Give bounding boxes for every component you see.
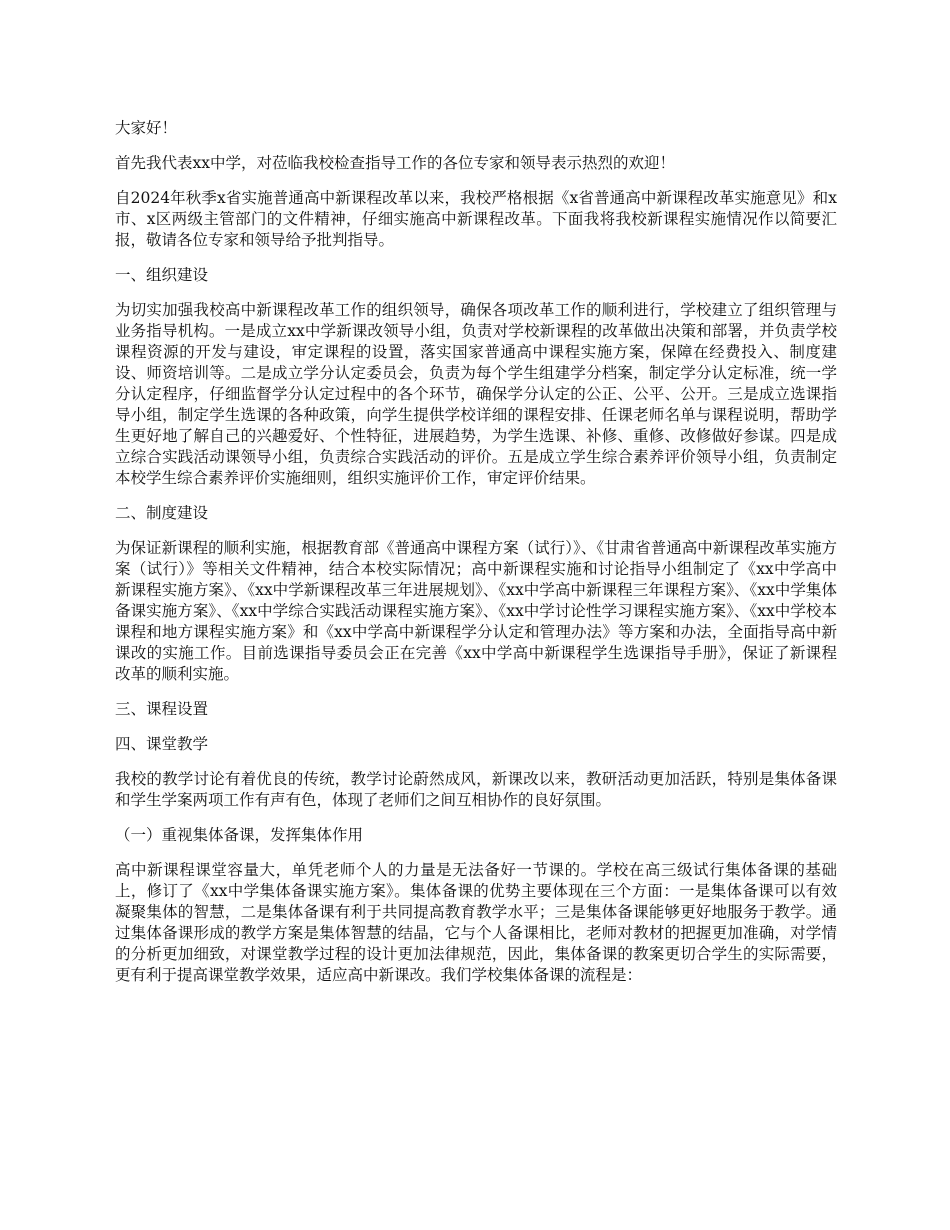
section-heading-curriculum: 三、课程设置 [115,700,209,718]
section-heading-system: 二、制度建设 [115,504,209,522]
document-body [115,118,837,1000]
intro-paragraph: 自2024年秋季x省实施普通高中新课程改革以来，我校严格根据《x省普通高中新课程改革实施意见》和x市、x区两级主管部门的文件精神，仔细实施高中新课程改革。下面我将我校新课程实施情况作以简要汇报，敬请各位专家和领导给予批判指导。 [115,189,837,249]
collective-paragraph: 高中新课程课堂容量大，单凭老师个人的力量是无法备好一节课的。学校在高三级试行集体备课的基础上，修订了《xx中学集体备课实施方案》。集体备课的优势主要体现在三个方面：一是集体备课可以有效凝聚集体的智慧，二是集体备课有利于共同提高教育教学水平；三是集体备课能够更好地服务于教学。通过集体备课形成的教学方案是集体智慧的结晶，它与个人备课相比，老师对教材的把握更加准确，对学情的分析更加细致，对课堂教学过程的设计更加法律规范，因此，集体备课的教案更切合学生的实际需要，更有利于提高课堂教学效果，适应高中新课改。我们学校集体备课的流程是： [115,861,837,984]
system-paragraph: 为保证新课程的顺利实施，根据教育部《普通高中课程方案（试行）》、《甘肃省普通高中新课程改革实施方案（试行）》等相关文件精神，结合本校实际情况；高中新课程实施和讨论指导小组制定了《xx中学高中新课程实施方案》、《xx中学新课程改革三年进展规划》、《xx中学高中新课程三年课程方案》、《xx中学集体备课实施方案》、《xx中学综合实践活动课程实施方案》、《xx中学讨论性学习课程实施方案》、《xx中学校本课程和地方课程实施方案》和《xx中学高中新课程学分认定和管理办法》等方案和办法，全面指导高中新课改的实施工作。目前选课指导委员会正在完善《xx中学高中新课程学生选课指导手册》，保证了新课程改革的顺利实施。 [115,539,837,683]
teaching-paragraph: 我校的教学讨论有着优良的传统，教学讨论蔚然成风，新课改以来，教研活动更加活跃，特别是集体备课和学生学案两项工作有声有色，体现了老师们之间互相协作的良好氛围。 [115,770,837,809]
section-heading-organization: 一、组织建设 [115,266,209,284]
subsection-heading-collective: （一）重视集体备课，发挥集体作用 [115,826,364,844]
welcome-paragraph: 首先我代表xx中学，对莅临我校检查指导工作的各位专家和领导表示热烈的欢迎！ [115,154,675,172]
greeting: 大家好！ [115,119,178,137]
organization-paragraph: 为切实加强我校高中新课程改革工作的组织领导，确保各项改革工作的顺利进行，学校建立了组织管理与业务指导机构。一是成立xx中学新课改领导小组，负责对学校新课程的改革做出决策和部署，并负责学校课程资源的开发与建设，审定课程的设置，落实国家普通高中课程实施方案，保障在经费投入、制度建设、师资培训等。二是成立学分认定委员会，负责为每个学生组建学分档案，制定学分认定标准，统一学分认定程序，仔细监督学分认定过程中的各个环节，确保学分认定的公正、公平、公开。三是成立选课指导小组，制定学生选课的各种政策，向学生提供学校详细的课程安排、任课老师名单与课程说明，帮助学生更好地了解自己的兴趣爱好、个性特征，进展趋势，为学生选课、补修、重修、改修做好参谋。四是成立综合实践活动课领导小组，负责综合实践活动的评价。五是成立学生综合素养评价领导小组，负责制定本校学生综合素养评价实施细则，组织实施评价工作，审定评价结果。 [115,301,837,487]
section-heading-teaching: 四、课堂教学 [115,735,209,753]
